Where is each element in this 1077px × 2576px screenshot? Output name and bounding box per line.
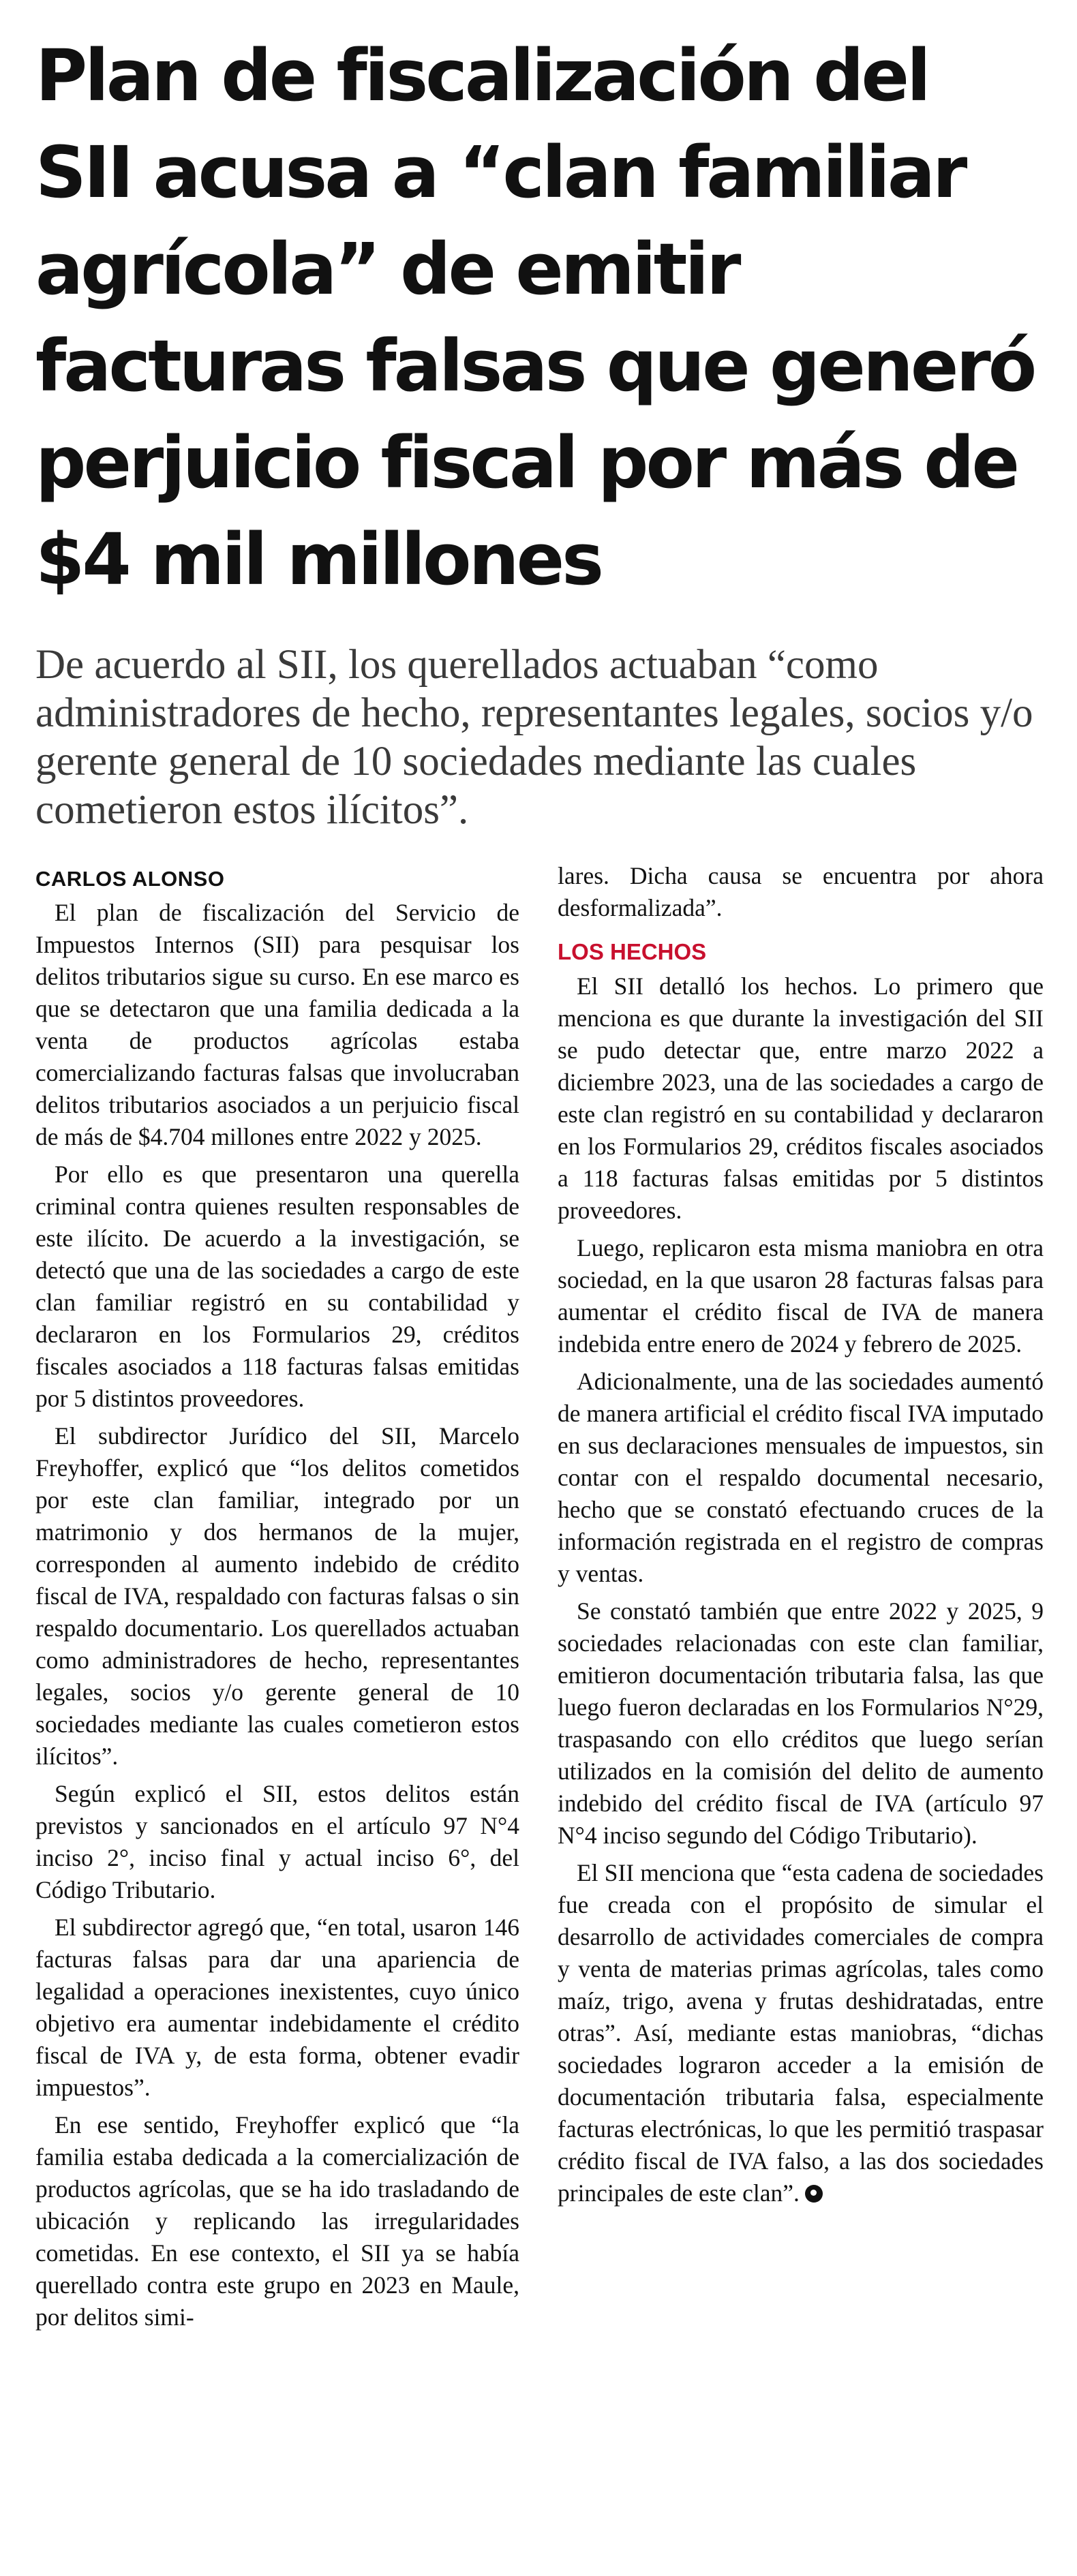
section-subhead: LOS HECHOS: [558, 939, 707, 964]
paragraph-last-text: El SII menciona que “esta cadena de sociedades fue creada con el propósito de simular el desarrollo de actividades comerciales de compra y venta de materias primas agrícolas, tales como maíz, trigo, avena y frutas deshidratadas, entre otras”. Así, mediante estas maniobras, “dichas sociedades lograron acceder a la emisión de documentación tributaria falsa, especialmente facturas electrónicas, lo que les permitió traspasar crédito fiscal de IVA falso, a las dos sociedades principales de este clan”.: [558, 1859, 1044, 2207]
paragraph: El subdirector agregó que, “en total, usaron 146 facturas falsas para dar una apariencia de legalidad a operaciones inexistentes, cuyo único objetivo era aumentar indebidamente el crédito fiscal de IVA y, de esta forma, obtener evadir impuestos”.: [35, 1914, 519, 2101]
paragraph: El plan de fiscalización del Servicio de Impuestos Internos (SII) para pesquisar los delitos tributarios sigue su curso. En ese marco es que se detectaron que una familia dedicada a la venta de productos agrícolas estaba comercializando facturas falsas que involucraban delitos tributarios asociados a un perjuicio fiscal de más de $4.704 millones entre 2022 y 2025.: [35, 899, 519, 1150]
paragraph: Se constató también que entre 2022 y 2025, 9 sociedades relacionadas con este clan familiar, emitieron documentación tributaria falsa, las que luego fueron declaradas en los Formularios N°29, traspasando con ello créditos que luego serían utilizados en la comisión del delito de aumento indebido del crédito fiscal de IVA (artículo 97 N°4 inciso segundo del Código Tributario).: [558, 1597, 1044, 1849]
paragraph-continuation: lares. Dicha causa se encuentra por ahora desformalizada”.: [558, 862, 1044, 921]
paragraph: Luego, replicaron esta misma maniobra en otra sociedad, en la que usaron 28 facturas falsas para aumentar el crédito fiscal de IVA de manera indebida entre enero de 2024 y febrero de 2025.: [558, 1234, 1044, 1358]
paragraph: Por ello es que presentaron una querella criminal contra quienes resulten responsables de este ilícito. De acuerdo a la investigación, se detectó que una de las sociedades a cargo de este clan familiar registró en su contabilidad y declararon en los Formularios 29, créditos fiscales asociados a 118 facturas falsas emitidas por 5 distintos proveedores.: [35, 1161, 519, 1412]
paragraph-last: [558, 1857, 1044, 2209]
headline: Plan de fiscalización del SII acusa a “clan familiar agrícola” de emitir facturas falsas que generó perjuicio fiscal por más de $4 mil millones: [35, 34, 1035, 601]
paragraph: El SII detalló los hechos. Lo primero que menciona es que durante la investigación del SII se pudo detectar que, entre marzo 2022 a diciembre 2023, una de las sociedades a cargo de este clan registró en su contabilidad y declararon en los Formularios 29, créditos fiscales asociados a 118 facturas falsas emitidas por 5 distintos proveedores.: [558, 972, 1044, 1224]
deck: De acuerdo al SII, los querellados actuaban “como administradores de hecho, representantes legales, socios y/o gerente general de 10 sociedades mediante las cuales cometieron estos ilícitos”.: [35, 642, 1033, 833]
paragraph: Adicionalmente, una de las sociedades aumentó de manera artificial el crédito fiscal IVA imputado en sus declaraciones mensuales de impuestos, sin contar con el respaldo documental necesario, hecho que se constató efectuando cruces de la información registrada en el registro de compras y ventas.: [558, 1368, 1044, 1587]
column-left: [35, 865, 519, 2339]
end-of-article-icon: [805, 2185, 823, 2203]
byline: CARLOS ALONSO: [35, 867, 225, 891]
paragraph: Según explicó el SII, estos delitos están previstos y sancionados en el artículo 97 N°4 inciso 2°, inciso final y actual inciso 6°, del Código Tributario.: [35, 1780, 519, 1903]
paragraph: El subdirector Jurídico del SII, Marcelo Freyhoffer, explicó que “los delitos cometidos por este clan familiar, integrado por un matrimonio y dos hermanos de la mujer, corresponden al aumento indebido de crédito fiscal de IVA, respaldado con facturas falsas o sin respaldo documentario. Los querellados actuaban como administradores de hecho, representantes legales, socios y/o gerente general de 10 sociedades mediante las cuales cometieron estos ilícitos”.: [35, 1422, 519, 1770]
paragraph: En ese sentido, Freyhoffer explicó que “la familia estaba dedicada a la comercialización de productos agrícolas, que se ha ido trasladando de ubicación y replicando las irregularidades cometidas. En ese contexto, el SII ya se había querellado contra este grupo en 2023 en Maule, por delitos simi-: [35, 2111, 519, 2331]
column-right: [558, 860, 1044, 2215]
